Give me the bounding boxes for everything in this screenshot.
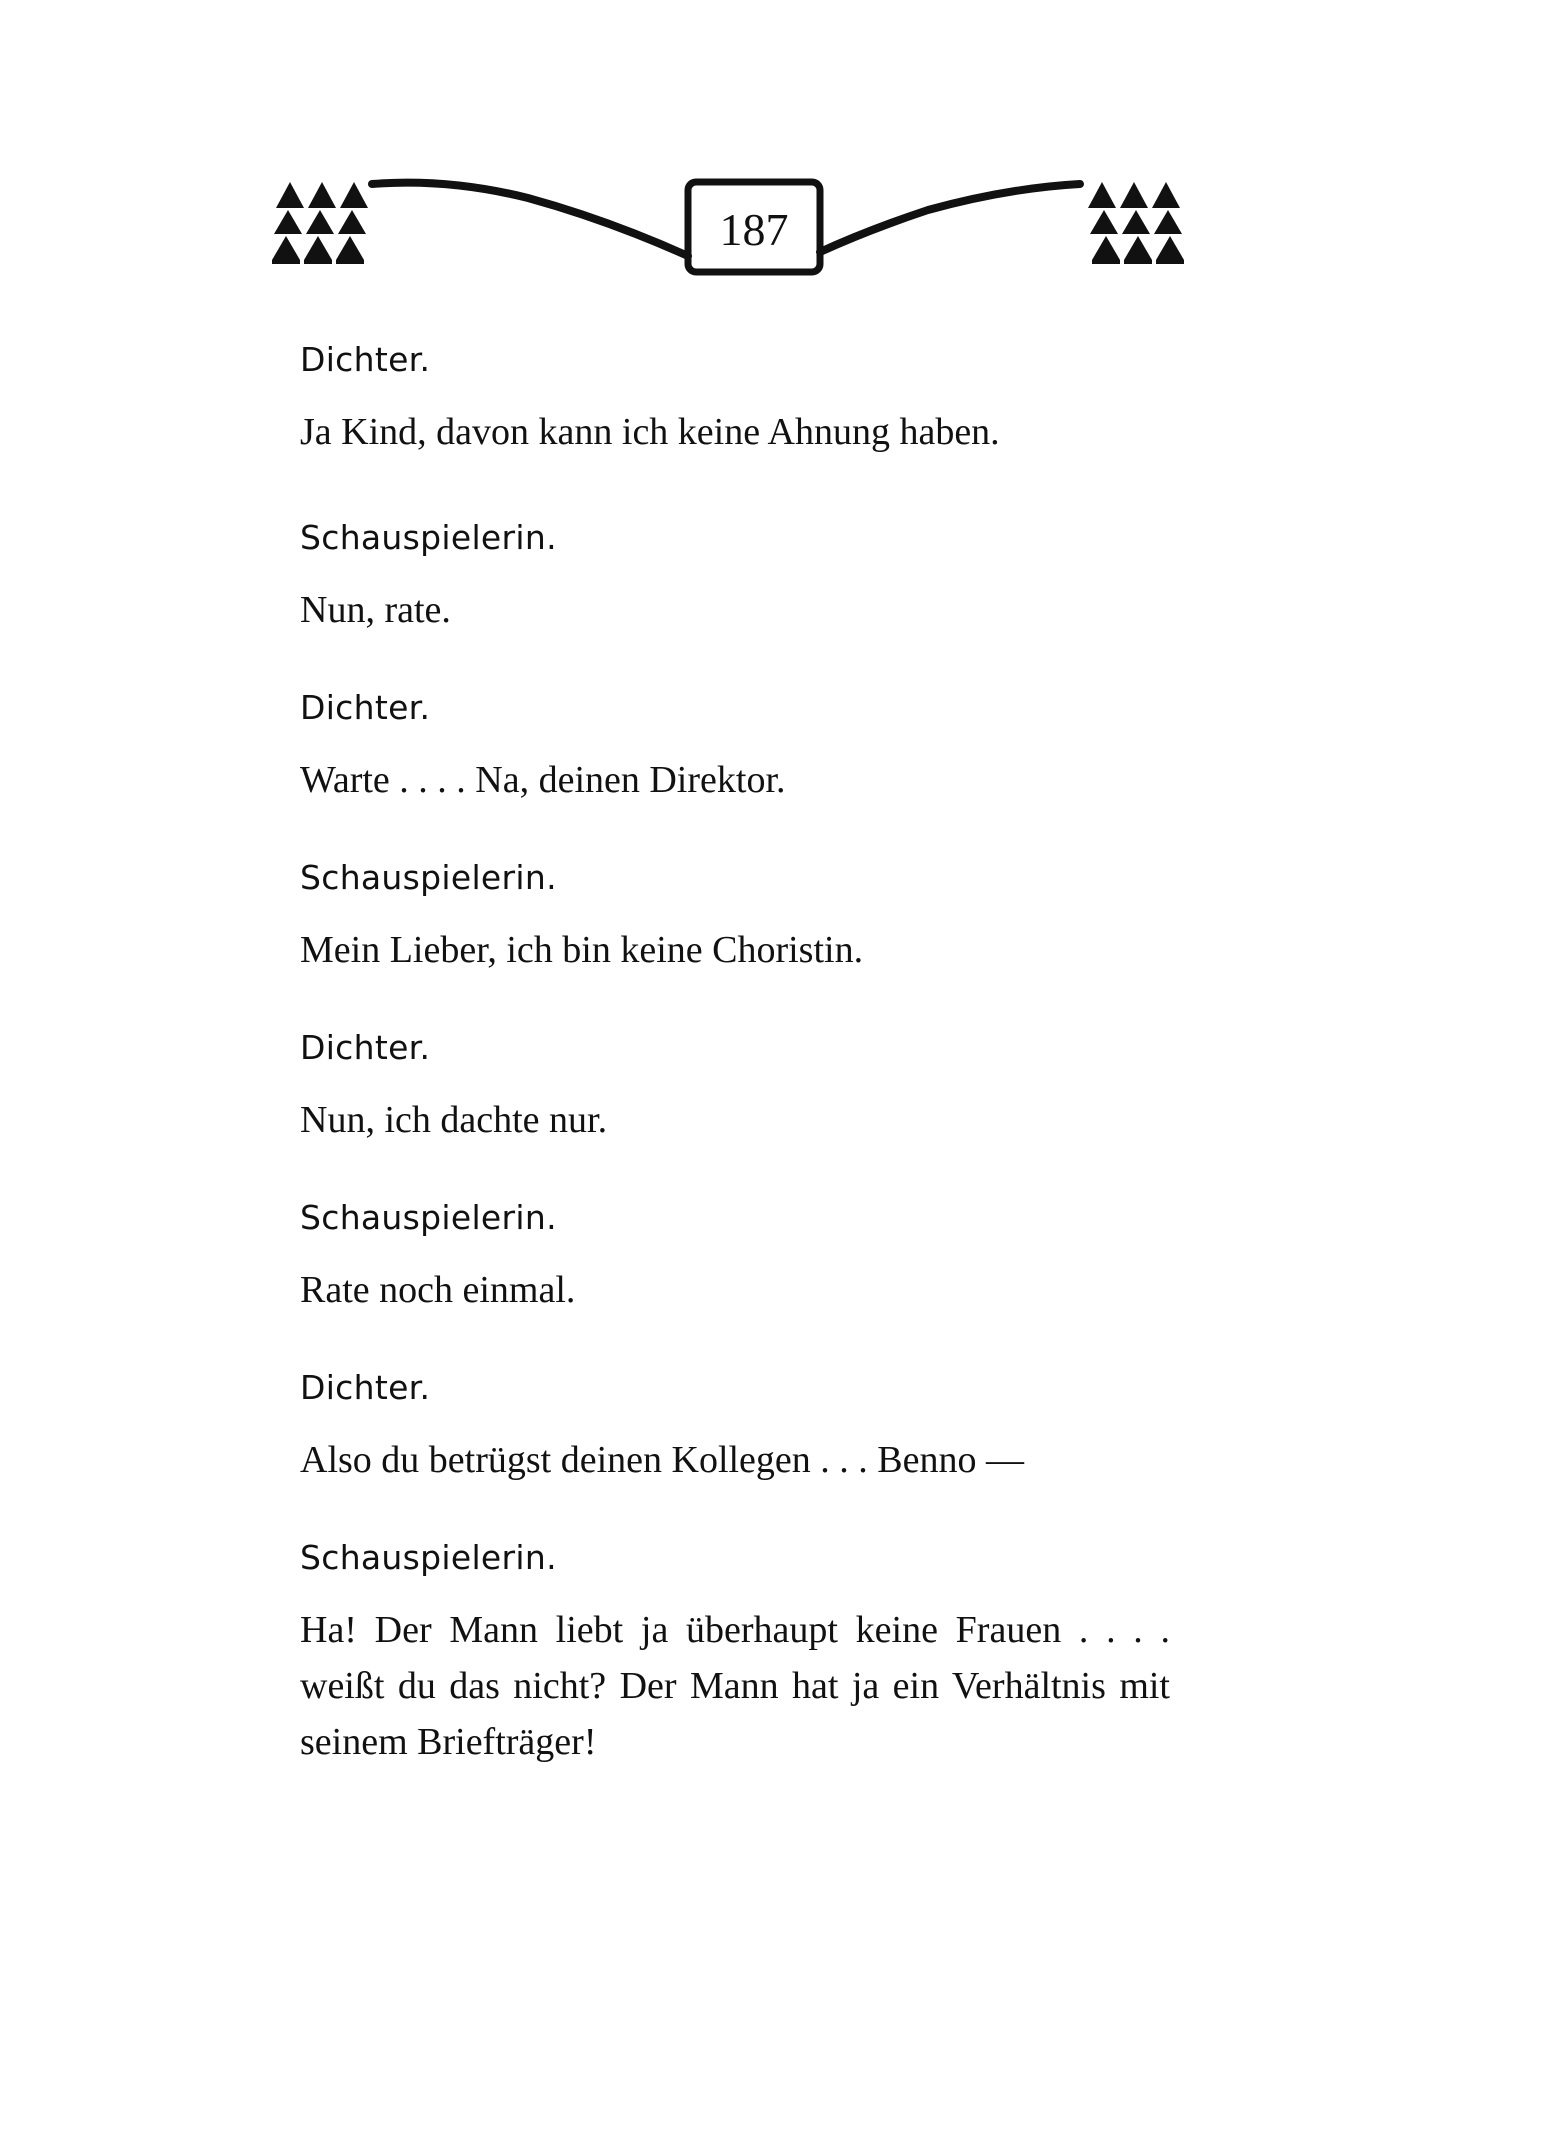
speaker-name: Schauspielerin.	[300, 1198, 557, 1237]
speech-text: Ja Kind, davon kann ich keine Ahnung haben.	[300, 411, 1000, 453]
dialogue-entry	[300, 1028, 1170, 1148]
page-header-ornament	[268, 168, 1228, 288]
header-ornament-graphic	[268, 168, 1228, 288]
speaker-name: Dichter.	[300, 1028, 431, 1067]
speaker-name: Schauspielerin.	[300, 518, 557, 557]
dialogue-entry	[300, 1538, 1170, 1770]
speech-text: Nun, ich dachte nur.	[300, 1099, 608, 1141]
speaker-name: Dichter.	[300, 688, 431, 727]
speaker-name: Dichter.	[300, 1368, 431, 1407]
dialogue-entry	[300, 518, 1170, 638]
speech-text: Warte . . . . Na, deinen Direktor.	[300, 759, 786, 801]
dialogue-text	[300, 340, 1170, 1770]
speech-text: Nun, rate.	[300, 589, 451, 631]
speaker-name: Schauspielerin.	[300, 858, 557, 897]
speaker-name: Schauspielerin.	[300, 1538, 557, 1577]
dialogue-entry	[300, 340, 1170, 460]
speech-text: Mein Lieber, ich bin keine Choristin.	[300, 929, 864, 971]
speech-text: Rate noch einmal.	[300, 1269, 576, 1311]
right-flourish-line	[820, 184, 1080, 252]
dialogue-entry	[300, 1368, 1170, 1488]
speaker-name: Dichter.	[300, 340, 431, 379]
dialogue-entry	[300, 1198, 1170, 1318]
dialogue-entry	[300, 688, 1170, 808]
right-triangle-ornament	[1088, 182, 1184, 264]
speech-text: Ha! Der Mann liebt ja überhaupt keine Frauen . . . . weißt du das nicht? Der Mann hat ja ein Verhältnis mit seinem Briefträger!	[300, 1609, 1170, 1763]
left-triangle-ornament	[272, 182, 368, 264]
speech-text: Also du betrügst deinen Kollegen . . . Benno —	[300, 1439, 1025, 1481]
page-number: 187	[719, 204, 789, 255]
dialogue-entry	[300, 858, 1170, 978]
left-flourish-line	[372, 183, 688, 256]
